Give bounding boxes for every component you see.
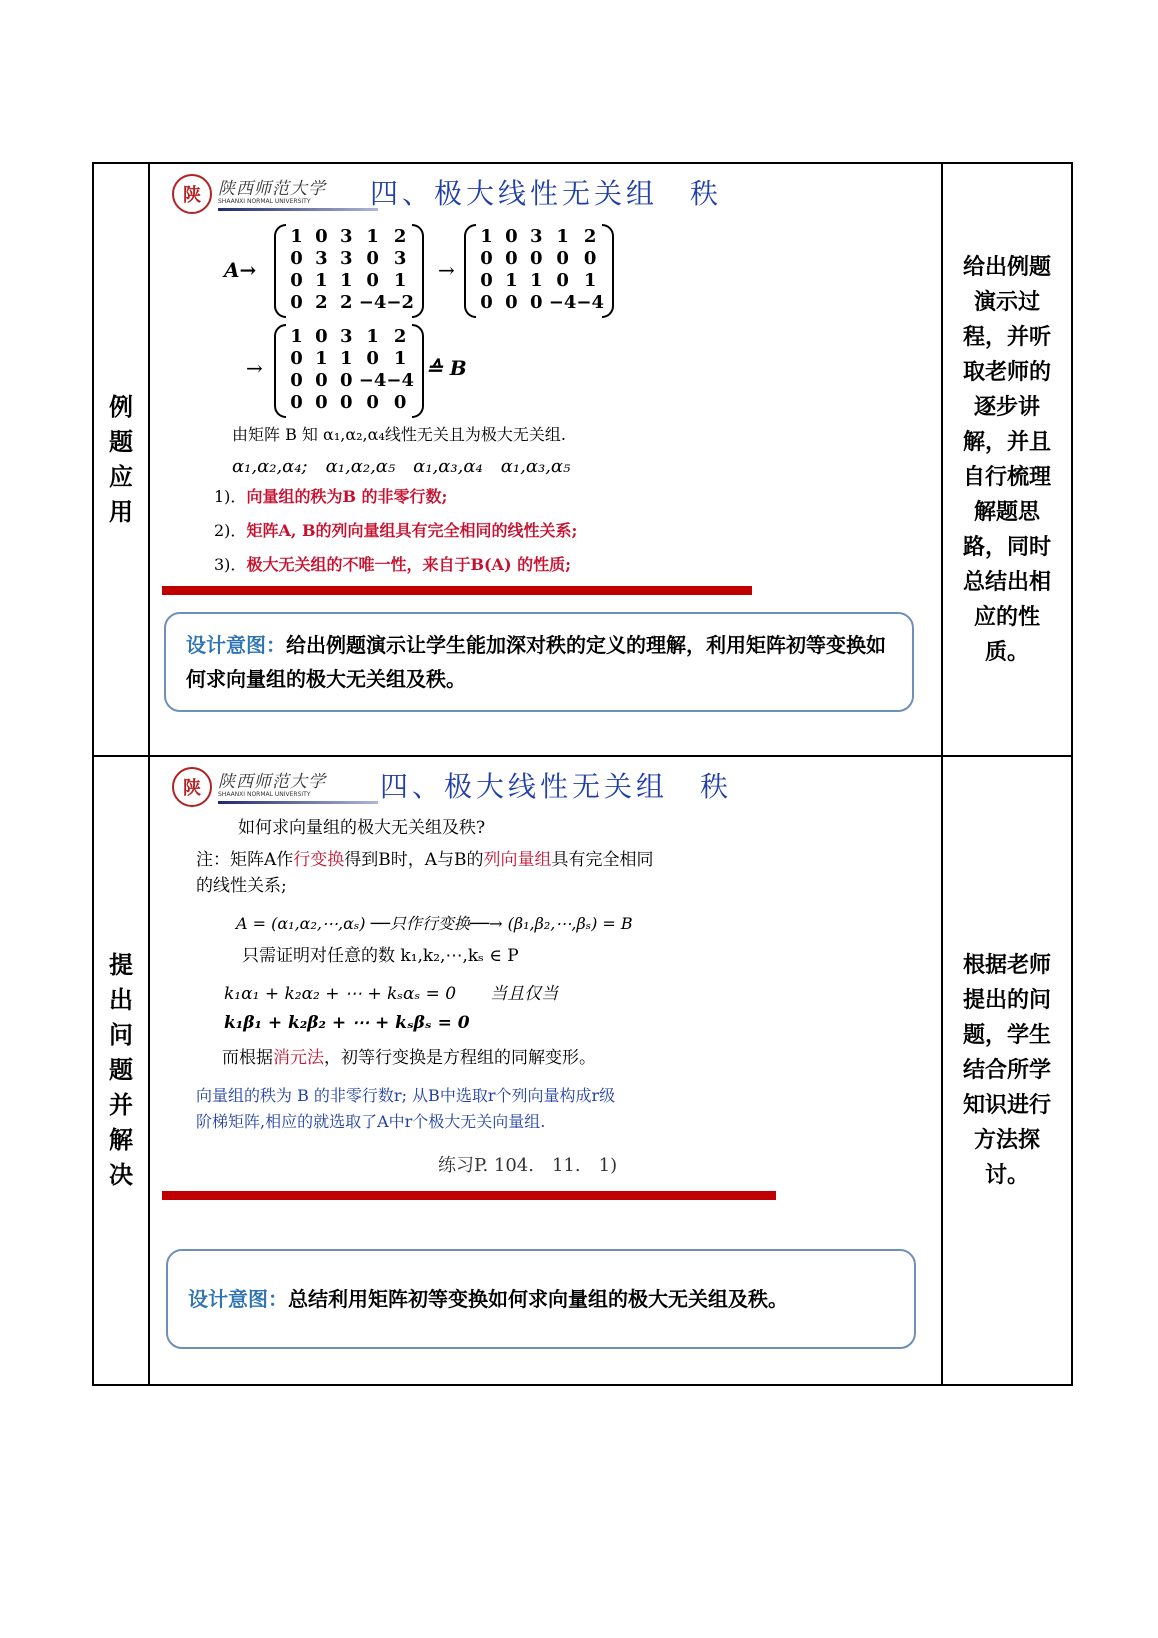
text: ，初等行变换是方程组的同解变形。	[324, 1048, 596, 1068]
comment-cell	[941, 757, 1071, 1384]
list-item	[214, 484, 447, 507]
matrix-entry: 1	[315, 270, 328, 291]
matrix-entry: −2	[386, 292, 414, 313]
matrix-entry: 0	[530, 292, 543, 313]
row-label-cell	[94, 757, 150, 1384]
matrix-entry: 2	[393, 226, 407, 247]
matrix-entry: 0	[315, 326, 328, 347]
matrix-entry: 0	[315, 370, 328, 391]
equiv-b: ≙ B	[426, 356, 467, 380]
exercise-ref: 练习P. 104. 11. 1)	[438, 1155, 618, 1176]
summary-line: 阶梯矩阵,相应的就选取了A中r个极大无关向量组.	[196, 1112, 546, 1131]
list-item	[214, 552, 571, 575]
matrix-entry: 1	[556, 226, 569, 247]
table-row	[94, 164, 1071, 757]
text: 而根据	[222, 1048, 273, 1068]
matrix-entry: 1	[340, 270, 353, 291]
matrix-entry: 2	[315, 292, 328, 313]
text-line: 由矩阵 B 知 α₁,α₂,α₄线性无关且为极大无关组.	[232, 425, 566, 444]
slide-title: 四、极大线性无关组 秩	[380, 770, 733, 803]
design-intent-label: 设计意图：	[186, 633, 286, 657]
matrix-entry: 2	[393, 326, 407, 347]
matrix-entry: 1	[480, 226, 493, 247]
matrix-entry: 0	[290, 370, 303, 391]
matrix-entry: 0	[480, 270, 493, 291]
divider-bar	[162, 586, 752, 595]
university-seal-icon: 陕	[172, 174, 212, 214]
logo-underline	[218, 801, 378, 804]
matrix-entry: 0	[290, 248, 303, 269]
matrix-entry: 0	[290, 270, 303, 291]
note-line: 的线性关系;	[196, 876, 287, 896]
matrix-entry: 1	[290, 326, 303, 347]
row-label: 例题应用	[109, 392, 133, 526]
row-label-cell	[94, 164, 150, 755]
summary-line: 向量组的秩为 B 的非零行数r; 从B中选取r个列向量构成r级	[196, 1086, 616, 1105]
matrix-entry: 1	[340, 348, 353, 369]
matrix-entry: 0	[393, 392, 407, 413]
matrix-entry: 0	[366, 270, 379, 291]
matrix-entry: 0	[366, 392, 379, 413]
matrix-entry: 3	[393, 248, 407, 269]
divider-bar	[162, 1191, 776, 1200]
item-number: 1)．	[214, 487, 247, 506]
text-line	[222, 1043, 596, 1068]
right-bracket	[412, 324, 424, 418]
matrix-entry: −4	[358, 370, 387, 391]
text: 具有完全相同	[551, 850, 654, 870]
matrix-entry: 3	[340, 248, 353, 269]
matrix-entry: 2	[340, 292, 353, 313]
logo-text: 陕西师范大学	[218, 772, 326, 792]
matrix-3	[274, 324, 424, 418]
matrix-entry: 0	[556, 270, 569, 291]
logo-subtext: SHAANXI NORMAL UNIVERSITY	[218, 198, 311, 205]
list-item	[214, 518, 577, 541]
matrix-entry: 0	[340, 370, 353, 391]
matrix-entry: 2	[583, 226, 597, 247]
formula: k₁β₁ + k₂β₂ + ⋯ + kₛβₛ = 0	[224, 1013, 470, 1033]
highlight-text: 列向量组	[483, 850, 552, 870]
matrix-entry: 1	[315, 348, 328, 369]
matrix-entry: 1	[393, 348, 407, 369]
design-intent-label: 设计意图：	[188, 1287, 288, 1311]
matrix-entry: 0	[315, 226, 328, 247]
matrix-entry: 3	[340, 326, 353, 347]
comment-cell	[941, 164, 1071, 755]
slide-header	[172, 172, 732, 222]
matrix-entry: 0	[505, 226, 518, 247]
text: 得到B时，A与B的	[344, 850, 484, 870]
slide-title: 四、极大线性无关组 秩	[370, 177, 723, 210]
content-cell	[150, 757, 941, 1384]
matrix-cells	[474, 226, 604, 314]
design-intent-box	[164, 612, 914, 712]
right-bracket	[602, 224, 614, 318]
text-line: α₁,α₂,α₄; α₁,α₂,α₅ α₁,α₃,α₄ α₁,α₃,α₅	[232, 456, 571, 477]
university-seal-icon: 陕	[172, 767, 212, 807]
table-row	[94, 757, 1071, 1384]
matrix-entry: 1	[505, 270, 518, 291]
item-text: 矩阵A, B的列向量组具有完全相同的线性关系;	[246, 521, 578, 540]
matrix-entry: 3	[315, 248, 328, 269]
matrix-entry: 1	[583, 270, 597, 291]
formula: k₁α₁ + k₂α₂ + ⋯ + kₛαₛ = 0 当且仅当	[224, 984, 559, 1004]
matrix-entry: 0	[290, 292, 303, 313]
matrix-entry: 0	[530, 248, 543, 269]
comment-text: 给出例题演示过程，并听取老师的逐步讲解，并且自行梳理解题思路，同时总结出相应的性质。	[962, 254, 1051, 665]
matrix-cells	[284, 226, 414, 314]
matrix-entry: −4	[358, 292, 387, 313]
lesson-table	[92, 162, 1073, 1386]
matrix-cells	[284, 326, 414, 414]
matrix-entry: 0	[480, 248, 493, 269]
matrix-entry: 3	[530, 226, 543, 247]
formula: A = (α₁,α₂,⋯,αₛ) ──只作行变换──→ (β₁,β₂,⋯,βₛ) = B	[236, 914, 633, 933]
matrix-entry: 0	[583, 248, 597, 269]
logo-text: 陕西师范大学	[218, 179, 326, 199]
matrix-entry: 1	[366, 326, 379, 347]
right-bracket	[412, 224, 424, 318]
matrix-entry: 0	[366, 348, 379, 369]
matrix-entry: 0	[556, 248, 569, 269]
matrix-entry: −4	[548, 292, 577, 313]
item-text: 极大无关组的不唯一性，来自于B(A) 的性质;	[246, 555, 571, 574]
matrix-entry: 0	[290, 392, 303, 413]
text: 注：矩阵A作	[196, 850, 294, 870]
item-text: 向量组的秩为B 的非零行数;	[246, 487, 448, 506]
slide-header	[172, 765, 732, 815]
design-intent-box	[166, 1249, 916, 1349]
arrow: →	[438, 258, 455, 282]
matrix-entry: −4	[386, 370, 414, 391]
formula: 只需证明对任意的数 k₁,k₂,⋯,kₛ ∈ P	[242, 946, 519, 966]
matrix-entry: −4	[576, 292, 604, 313]
highlight-text: 行变换	[293, 850, 345, 870]
item-number: 3)．	[214, 555, 247, 574]
matrix-1	[274, 224, 424, 318]
matrix-entry: 0	[505, 292, 518, 313]
design-intent-text: 总结利用矩阵初等变换如何求向量组的极大无关组及秩。	[288, 1287, 788, 1311]
matrix-entry: 0	[315, 392, 328, 413]
logo-underline	[218, 208, 378, 211]
question-text: 如何求向量组的极大无关组及秩?	[238, 818, 486, 838]
matrix-entry: 0	[505, 248, 518, 269]
matrix-entry: 1	[530, 270, 543, 291]
matrix-entry: 1	[290, 226, 303, 247]
design-intent-text: 给出例题演示让学生能加深对秩的定义的理解，利用矩阵初等变换如何求向量组的极大无关组及秩。	[186, 633, 886, 691]
logo-subtext: SHAANXI NORMAL UNIVERSITY	[218, 791, 311, 798]
matrix-entry: 0	[366, 248, 379, 269]
matrix-entry: 1	[393, 270, 407, 291]
note-line	[196, 845, 654, 870]
item-number: 2)．	[214, 521, 247, 540]
matrix-2	[464, 224, 614, 318]
matrix-entry: 3	[340, 226, 353, 247]
row-label: 提出问题并解决	[109, 951, 133, 1189]
comment-text: 根据老师提出的问题，学生结合所学知识进行方法探讨。	[962, 953, 1051, 1188]
matrix-entry: 0	[340, 392, 353, 413]
matrix-entry: 0	[480, 292, 493, 313]
matrix-entry: 1	[366, 226, 379, 247]
highlight-text: 消元法	[273, 1048, 324, 1068]
matrix-entry: 0	[290, 348, 303, 369]
content-cell	[150, 164, 941, 755]
arrow: →	[246, 356, 263, 380]
matrix-a-label: A→	[224, 258, 257, 282]
